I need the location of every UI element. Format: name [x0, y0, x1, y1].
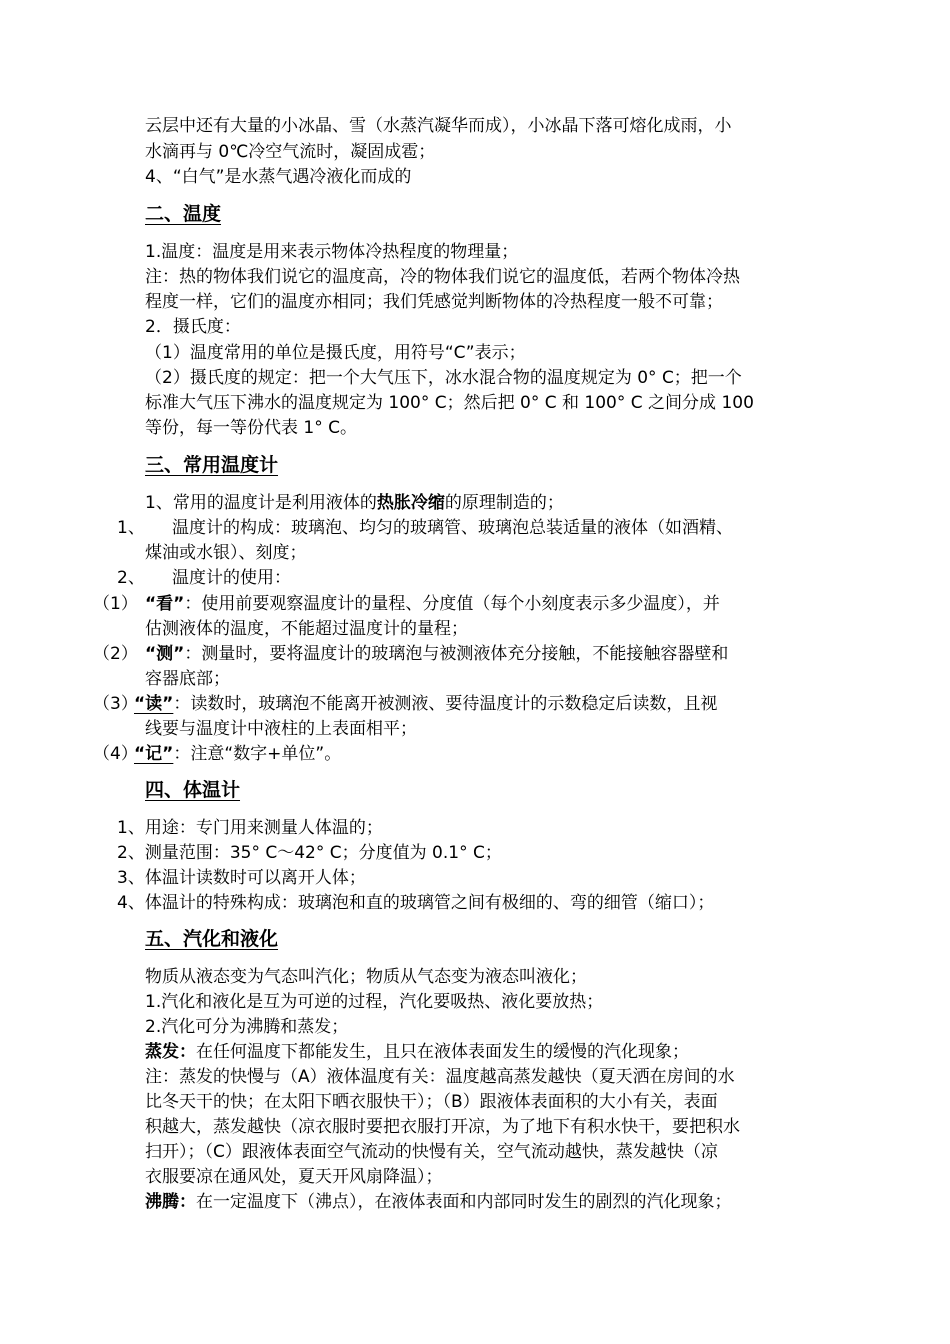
s3-num-6: （4）	[93, 744, 138, 764]
s3-look-label: “看”	[145, 594, 185, 614]
s3-line-5-text: ：使用前要观察温度计的量程、分度值（每个小刻度表示多少温度），并	[184, 594, 720, 614]
s3-num-5: （3）	[93, 694, 138, 714]
s5-line-10-text: 在一定温度下（沸点），在液体表面和内部同时发生的剧烈的汽化现象；	[196, 1192, 732, 1212]
s4-line-4: 4、体温计的特殊构成：玻璃泡和直的玻璃管之间有极细的、弯的细管（缩口）；	[117, 893, 715, 913]
s3-line-11	[134, 742, 341, 767]
s3-line-2: 温度计的构成：玻璃泡、均匀的玻璃管、玻璃泡总装适量的液体（如酒精、	[172, 518, 733, 538]
s4-line-1: 1、用途：专门用来测量人体温的；	[117, 818, 383, 838]
section-5-heading: 五、汽化和液化	[145, 928, 279, 950]
s3-num-1: 1、	[117, 518, 145, 538]
s3-line-1-text-a: 1、常用的温度计是利用液体的	[145, 493, 377, 513]
section-2-heading: 二、温度	[145, 203, 222, 225]
s3-num-2: 2、	[117, 568, 145, 588]
s2-line-8: 等份，每一等份代表 1° C。	[145, 418, 357, 438]
s2-line-6: （2）摄氏度的规定：把一个大气压下，冰水混合物的温度规定为 0° C；把一个	[145, 368, 742, 388]
s4-line-2: 2、测量范围：35° C～42° C；分度值为 0.1° C；	[117, 843, 502, 863]
s5-line-5: 注：蒸发的快慢与（A）液体温度有关：温度越高蒸发越快（夏天洒在房间的水	[145, 1067, 735, 1087]
s3-measure-label: “测”	[145, 644, 185, 664]
s3-num-4: （2）	[93, 644, 138, 664]
s5-line-1: 物质从液态变为气态叫汽化；物质从气态变为液态叫液化；	[145, 967, 587, 987]
s5-line-10	[145, 1190, 732, 1215]
s5-line-2: 1.汽化和液化是互为可逆的过程，汽化要吸热、液化要放热；	[145, 992, 604, 1012]
s3-record-label: “记”	[134, 744, 174, 764]
intro-line-2: 水滴再与 0℃冷空气流时，凝固成雹；	[145, 142, 436, 162]
s5-line-6: 比冬天干的快；在太阳下晒衣服快干）；（B）跟液体表面积的大小有关，表面	[145, 1092, 718, 1112]
s3-num-3: （1）	[93, 594, 138, 614]
s3-line-10: 线要与温度计中液柱的上表面相平；	[145, 719, 417, 739]
intro-line-3: 4、“白气”是水蒸气遇冷液化而成的	[145, 167, 412, 187]
section-3-heading: 三、常用温度计	[145, 454, 279, 476]
s5-line-4	[145, 1040, 689, 1065]
s2-line-7: 标准大气压下沸水的温度规定为 100° C；然后把 0° C 和 100° C 之间分成 100	[145, 393, 754, 413]
s5-line-9: 衣服要凉在通风处，夏天开风扇降温）；	[145, 1167, 443, 1187]
s3-line-4: 温度计的使用：	[172, 568, 291, 588]
s2-line-1: 1.温度：温度是用来表示物体冷热程度的物理量；	[145, 242, 519, 262]
s5-evaporation-label: 蒸发：	[145, 1042, 196, 1062]
s2-line-3: 程度一样，它们的温度亦相同；我们凭感觉判断物体的冷热程度一般不可靠；	[145, 292, 723, 312]
s3-line-3: 煤油或水银）、刻度；	[145, 543, 307, 563]
s2-line-4: 2．摄氏度：	[145, 317, 241, 337]
s3-line-5	[145, 592, 720, 617]
s3-line-9	[134, 692, 717, 717]
s3-line-8: 容器底部；	[145, 669, 230, 689]
s5-boiling-label: 沸腾：	[145, 1192, 196, 1212]
s5-line-3: 2.汽化可分为沸腾和蒸发；	[145, 1017, 349, 1037]
s3-line-6: 估测液体的温度，不能超过温度计的量程；	[145, 619, 468, 639]
s3-line-7-text: ：测量时，要将温度计的玻璃泡与被测液体充分接触，不能接触容器壁和	[184, 644, 729, 664]
s3-line-11-text: ：注意“数字+单位”。	[173, 744, 342, 764]
s3-line-1-text-c: 的原理制造的；	[444, 493, 564, 513]
section-4-heading: 四、体温计	[145, 779, 241, 801]
s3-line-1-bold: 热胀冷缩	[376, 493, 445, 513]
s4-line-3: 3、体温计读数时可以离开人体；	[117, 868, 366, 888]
s5-line-8: 扫开）；（C）跟液体表面空气流动的快慢有关，空气流动越快，蒸发越快（凉	[145, 1142, 718, 1162]
s3-line-7	[145, 642, 728, 667]
s3-line-1	[145, 491, 564, 516]
s3-read-label: “读”	[134, 694, 174, 714]
intro-line-1: 云层中还有大量的小冰晶、雪（水蒸汽凝华而成），小冰晶下落可熔化成雨，小	[145, 116, 732, 136]
s5-line-4-text: 在任何温度下都能发生，且只在液体表面发生的缓慢的汽化现象；	[196, 1042, 689, 1062]
s5-line-7: 积越大，蒸发越快（凉衣服时要把衣服打开凉，为了地下有积水快干，要把积水	[145, 1117, 740, 1137]
s2-line-5: （1）温度常用的单位是摄氏度，用符号“C”表示；	[145, 343, 526, 363]
s3-line-9-text: ：读数时，玻璃泡不能离开被测液、要待温度计的示数稳定后读数，且视	[173, 694, 718, 714]
s2-line-2: 注：热的物体我们说它的温度高，冷的物体我们说它的温度低，若两个物体冷热	[145, 267, 740, 287]
